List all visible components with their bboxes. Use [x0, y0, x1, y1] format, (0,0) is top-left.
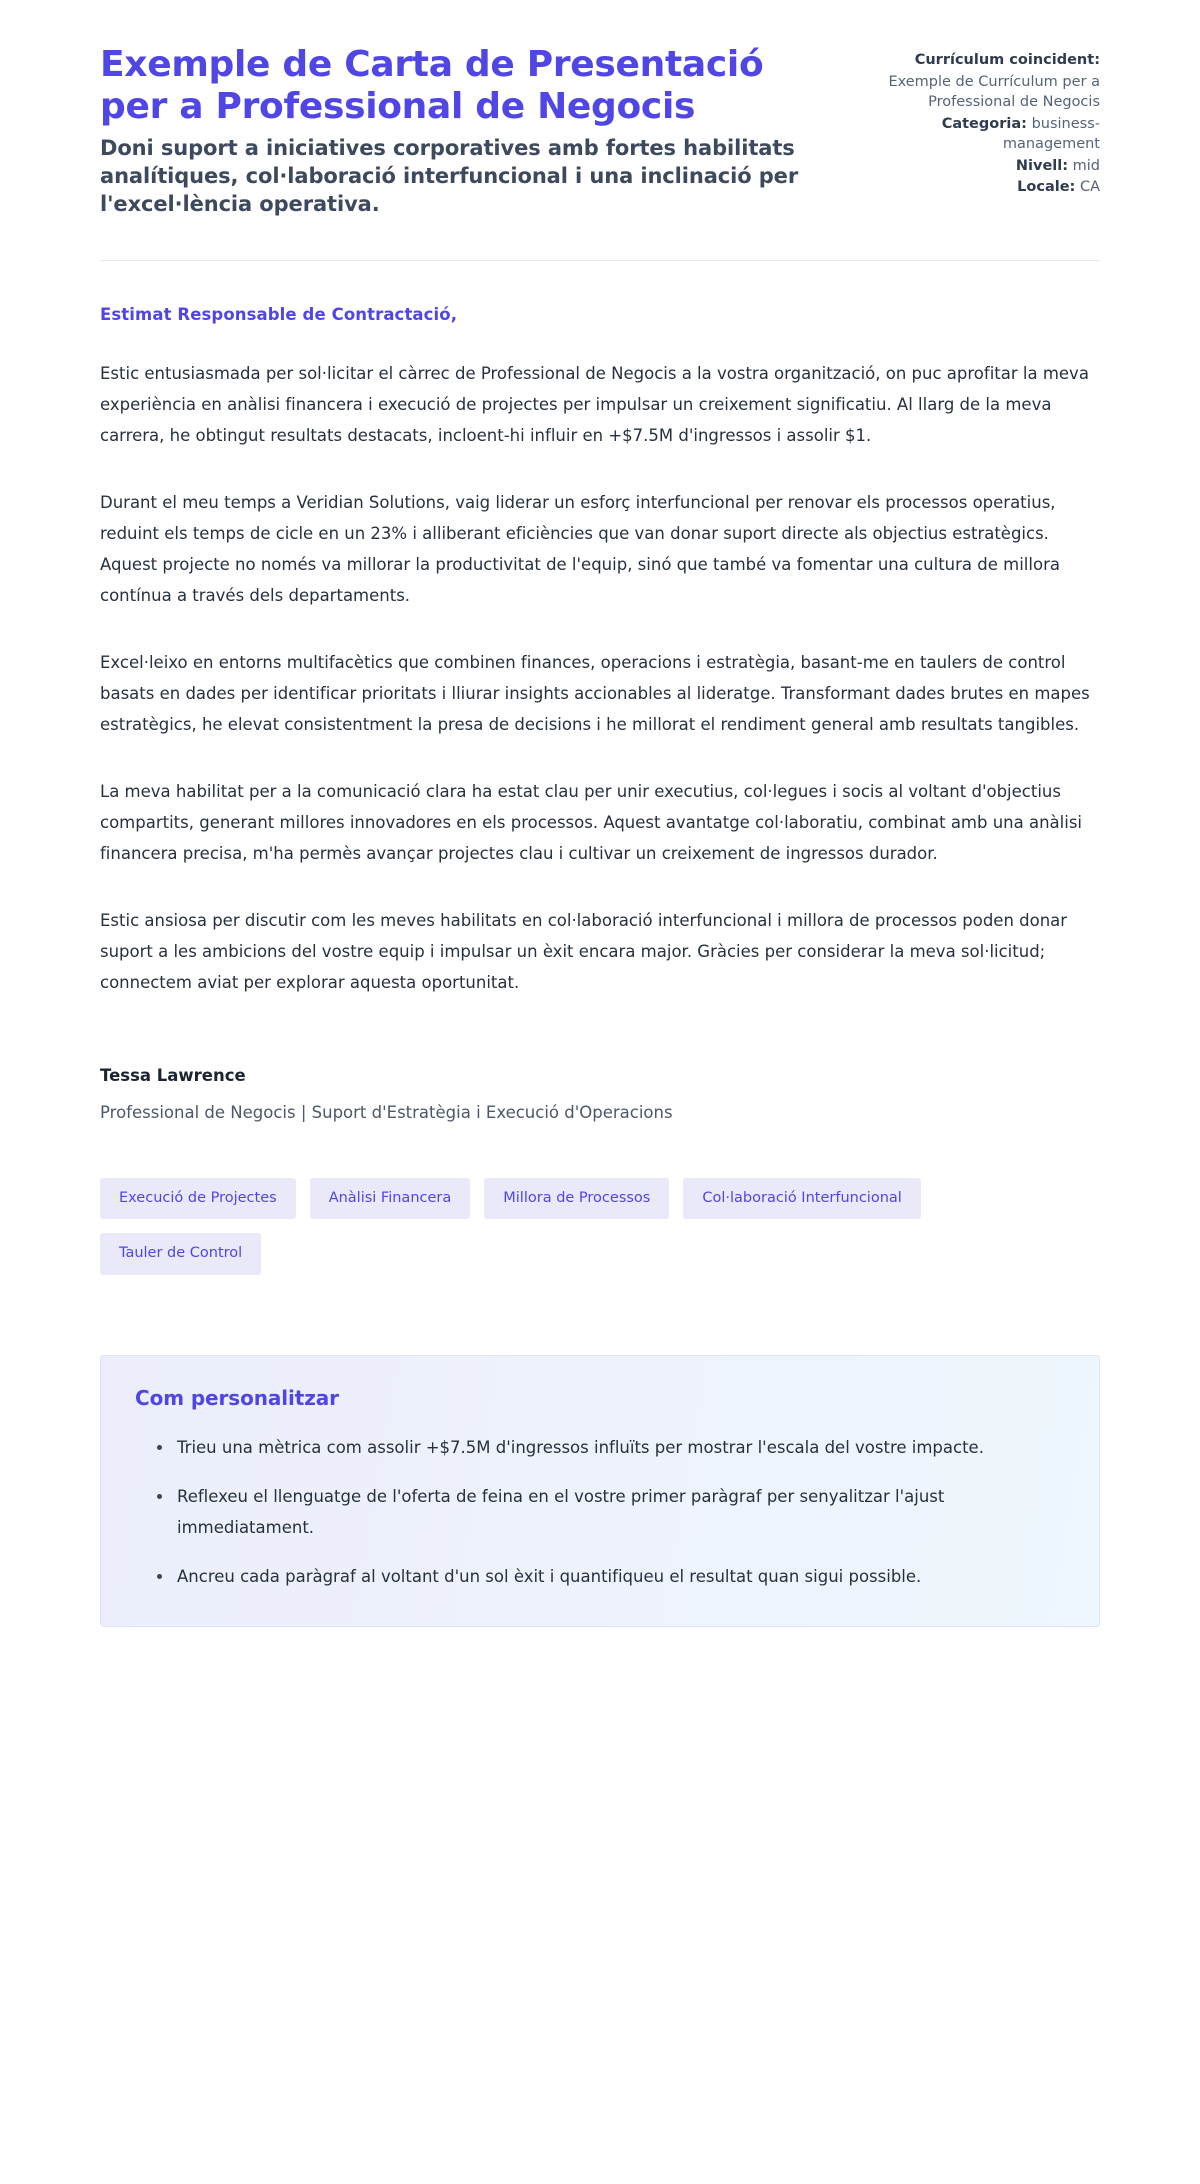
skill-tag[interactable]: Millora de Processos: [484, 1178, 669, 1220]
header-title-block: [100, 44, 810, 219]
letter-paragraph: Estic ansiosa per discutir com les meves habilitats en col·laboració interfuncional i millora de processos poden donar suport a les ambicions del vostre equip i impulsar un èxit encara major. Gràcies per considerar la meva sol·licitud; connectem aviat per explorar aquesta oportunitat.: [100, 910, 1068, 992]
meta-level-value: mid: [1072, 157, 1100, 174]
skill-tag-list: [100, 1178, 1030, 1275]
letter-paragraph: La meva habilitat per a la comunicació clara ha estat clau per unir executius, col·legues i socis al voltant d'objectius compartits, generant millores innovadores en els processos. Aquest avantatge col·laboratiu, combinat amb una anàlisi financera precisa, m'ha permès avançar projectes clau i cultivar un creixement de ingressos durador.: [100, 781, 1083, 863]
callout-title: Com personalitzar: [135, 1385, 339, 1410]
letter-body: [100, 261, 1100, 998]
letter-paragraph: Excel·leixo en entorns multifacètics que combinen finances, operacions i estratègia, basant-me en taulers de control basats en dades per identificar prioritats i lliurar insights accionables al lideratge. Transformant dades brutes en mapes estratègics, he elevat consistentment la presa de decisions i he millorat el rendiment general amb resultats tangibles.: [100, 652, 1090, 734]
meta-matching-resume: [852, 50, 1100, 71]
customization-callout: [100, 1355, 1100, 1627]
skill-tag[interactable]: Tauler de Control: [100, 1233, 261, 1275]
callout-list: [135, 1432, 1065, 1592]
meta-level: [852, 156, 1100, 177]
signature-block: [100, 1066, 1100, 1122]
letter-salutation: Estimat Responsable de Contractació,: [100, 304, 458, 324]
meta-locale: [852, 177, 1100, 198]
signature-name: Tessa Lawrence: [100, 1065, 246, 1085]
callout-list-item: Ancreu cada paràgraf al voltant d'un sol èxit i quantifiqueu el resultat quan sigui possible.: [157, 1561, 1057, 1592]
document-header: [100, 44, 1100, 219]
letter-paragraph: Durant el meu temps a Veridian Solutions, vaig liderar un esforç interfuncional per renovar els processos operatius, reduint els temps de cicle en un 23% i alliberant eficiències que van donar suport directe als objectius estratègics. Aquest projecte no només va millorar la productivitat de l'equip, sinó que també va fomentar una cultura de millora contínua a través dels departaments.: [100, 492, 1060, 605]
page-title: Exemple de Carta de Presentació per a Professional de Negocis: [100, 44, 764, 128]
document-metadata: [852, 44, 1100, 199]
skill-tag[interactable]: Execució de Projectes: [100, 1178, 296, 1220]
skill-tag[interactable]: Anàlisi Financera: [310, 1178, 471, 1220]
meta-matching-resume-value-row: [852, 72, 1100, 113]
meta-category: [852, 114, 1100, 155]
meta-category-value: business-management: [1002, 115, 1100, 153]
meta-category-label: Categoria:: [941, 115, 1027, 132]
meta-locale-label: Locale:: [1017, 179, 1076, 196]
signature-role: Professional de Negocis | Suport d'Estratègia i Execució d'Operacions: [100, 1102, 673, 1122]
callout-list-item: Trieu una mètrica com assolir +$7.5M d'ingressos influïts per mostrar l'escala del vostre impacte.: [157, 1432, 1057, 1463]
meta-level-label: Nivell:: [1015, 157, 1069, 174]
meta-matching-resume-value: Exemple de Currículum per a Professional de Negocis: [888, 73, 1100, 111]
skill-tag[interactable]: Col·laboració Interfuncional: [683, 1178, 920, 1220]
meta-locale-value: CA: [1079, 179, 1100, 196]
letter-paragraph: Estic entusiasmada per sol·licitar el càrrec de Professional de Negocis a la vostra organització, on puc aprofitar la meva experiència en anàlisi financera i execució de projectes per impulsar un creixement significatiu. Al llarg de la meva carrera, he obtingut resultats destacats, incloent-hi influir en +$7.5M d'ingressos i assolir $1.: [100, 363, 1089, 445]
page-subtitle: Doni suport a iniciatives corporatives amb fortes habilitats analítiques, col·laboració interfuncional i una inclinació per l'excel·lència operativa.: [100, 135, 799, 216]
callout-list-item: Reflexeu el llenguatge de l'oferta de feina en el vostre primer paràgraf per senyalitzar l'ajust immediatament.: [157, 1481, 1057, 1543]
meta-matching-resume-label: Currículum coincident:: [914, 52, 1100, 68]
